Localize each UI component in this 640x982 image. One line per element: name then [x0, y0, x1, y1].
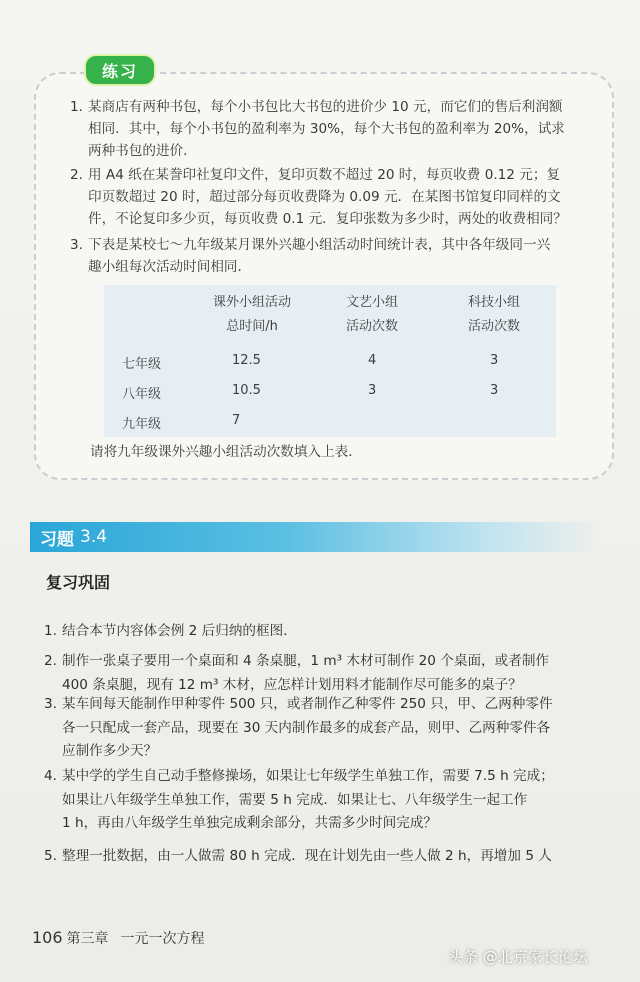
table-instruction: 请将九年级课外兴趣小组活动次数填入上表． [90, 444, 362, 460]
item-number: 1. [70, 99, 83, 115]
item-line: 某商店有两种书包，每个小书包比大书包的进价少 10 元，而它们的售后利润额 [88, 99, 563, 115]
item-line: 两种书包的进价． [88, 143, 197, 159]
header-line: 课外小组活动 [212, 295, 291, 310]
item-number: 3. [44, 696, 57, 712]
item-number: 1. [44, 623, 57, 639]
exercise-number: 3.4 [80, 527, 108, 547]
item-line: 制作一张桌子要用一个桌面和 4 条桌腿，1 m³ 木材可制作 20 个桌面，或者制作 [62, 653, 550, 669]
table-header-total-time [192, 291, 312, 339]
item-line: 1 h，再由八年级学生单独完成剩余部分，共需多少时间完成？ [62, 815, 438, 831]
exercise-item-5 [44, 845, 610, 869]
cell-tech-count: 3 [490, 353, 499, 368]
item-line: 结合本节内容体会例 2 后归纳的框图． [62, 623, 297, 639]
section-title: 复习巩固 [46, 573, 111, 592]
row-label: 八年级 [122, 387, 162, 402]
item-number: 2. [70, 167, 83, 183]
practice-item-3 [70, 234, 610, 278]
activity-stats-table [104, 285, 556, 437]
item-line: 如果让八年级学生单独工作，需要 5 h 完成．如果让七、八年级学生一起工作 [62, 791, 528, 808]
cell-art-count: 4 [368, 353, 377, 368]
item-line: 下表是某校七～九年级某月课外兴趣小组活动时间统计表，其中各年级同一兴 [88, 237, 551, 253]
item-line: 用 A4 纸在某誊印社复印文件，复印页数不超过 20 时，每页收费 0.12 元；复 [88, 167, 561, 183]
row-label: 七年级 [122, 357, 162, 372]
cell-total-time: 10.5 [232, 383, 261, 398]
practice-item-1 [70, 96, 610, 162]
item-line: 趣小组每次活动时间相同． [88, 259, 252, 275]
page-number: 106 [32, 928, 63, 947]
item-number: 3. [70, 237, 83, 253]
item-line: 整理一批数据，由一人做需 80 h 完成．现在计划先由一些人做 2 h，再增加 5 人 [62, 848, 552, 864]
table-header-tech-count [444, 291, 544, 339]
cell-tech-count: 3 [490, 383, 499, 398]
header-line: 文艺小组 [345, 295, 398, 310]
table-row [104, 377, 556, 407]
item-line: 件，不论复印多少页，每页收费 0.1 元．复印张数为多少时，两处的收费相同？ [88, 211, 567, 227]
cell-total-time: 12.5 [232, 353, 261, 368]
header-line: 科技小组 [467, 295, 520, 310]
item-line: 各一只配成一套产品，现要在 30 天内制作最多的成套产品，则甲、乙两种零件各 [62, 719, 551, 736]
exercise-item-1 [44, 620, 610, 644]
item-line: 相同．其中，每个小书包的盈利率为 30%，每个大书包的盈利率为 20%，试求 [88, 121, 565, 137]
watermark: 头条 @北京家长论坛 [448, 948, 588, 966]
item-line: 印页数超过 20 时，超过部分每页收费降为 0.09 元．在某图书馆复印同样的文 [88, 189, 561, 205]
practice-tag: 练习 [84, 54, 156, 86]
item-number: 4. [44, 768, 57, 784]
row-label: 九年级 [122, 417, 162, 432]
item-line: 某中学的学生自己动手整修操场，如果让七年级学生单独工作，需要 7.5 h 完成； [62, 768, 554, 784]
cell-total-time: 7 [232, 413, 241, 428]
practice-item-2 [70, 164, 610, 230]
header-line: 活动次数 [345, 319, 398, 334]
chapter-title: 一元一次方程 [120, 931, 205, 947]
item-line: 某车间每天能制作甲种零件 500 只，或者制作乙种零件 250 只，甲、乙两种零件 [62, 696, 553, 712]
table-header-art-count [322, 291, 422, 339]
page-footer [32, 928, 205, 948]
exercise-item-4 [44, 765, 610, 836]
item-line: 应制作多少天？ [62, 743, 158, 759]
exercise-title: 习题 [40, 529, 74, 550]
table-row [104, 347, 556, 377]
chapter-label: 第三章 [66, 931, 109, 947]
exercise-header [30, 522, 600, 552]
header-line: 总时间/h [226, 319, 278, 334]
exercise-item-2 [44, 650, 610, 697]
item-line: 400 条桌腿，现有 12 m³ 木材，应怎样计划用料才能制作尽可能多的桌子？ [62, 676, 522, 693]
cell-art-count: 3 [368, 383, 377, 398]
item-number: 5. [44, 848, 57, 864]
header-line: 活动次数 [467, 319, 520, 334]
item-number: 2. [44, 653, 57, 669]
table-row [104, 407, 556, 437]
exercise-item-3 [44, 693, 610, 764]
